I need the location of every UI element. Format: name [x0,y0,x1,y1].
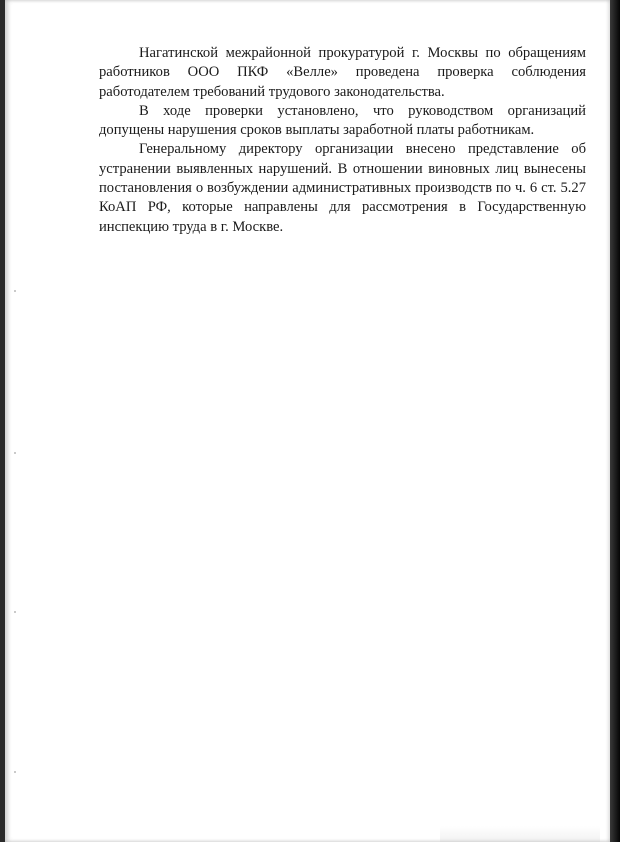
paragraph-inspection: Нагатинской межрайонной прокуратурой г. Москвы по обращениям работников ООО ПКФ «Велле» проведена проверка соблюдения работодателем требований трудового законодательства. [99,45,586,100]
scan-speck [14,611,16,613]
scan-artifacts [14,0,18,842]
paragraph-measures: Генеральному директору организации внесено представление об устранении выявленных нарушений. В отношении виновных лиц вынесены постановления о возбуждении административных производств по ч. 6 ст. 5.27 КоАП РФ, которые направлены для рассмотрения в Государственную инспекцию труда в г. Москве. [99,141,586,235]
page-fold-shadow [440,826,600,842]
document-page [5,0,610,842]
scan-speck [14,290,16,292]
paragraph-findings: В ходе проверки установлено, что руководством организаций допущены нарушения сроков выплаты заработной платы работникам. [99,102,586,139]
scan-speck [14,452,16,454]
letter-body [99,44,586,237]
scan-speck [14,771,16,773]
right-scan-border [610,0,620,842]
